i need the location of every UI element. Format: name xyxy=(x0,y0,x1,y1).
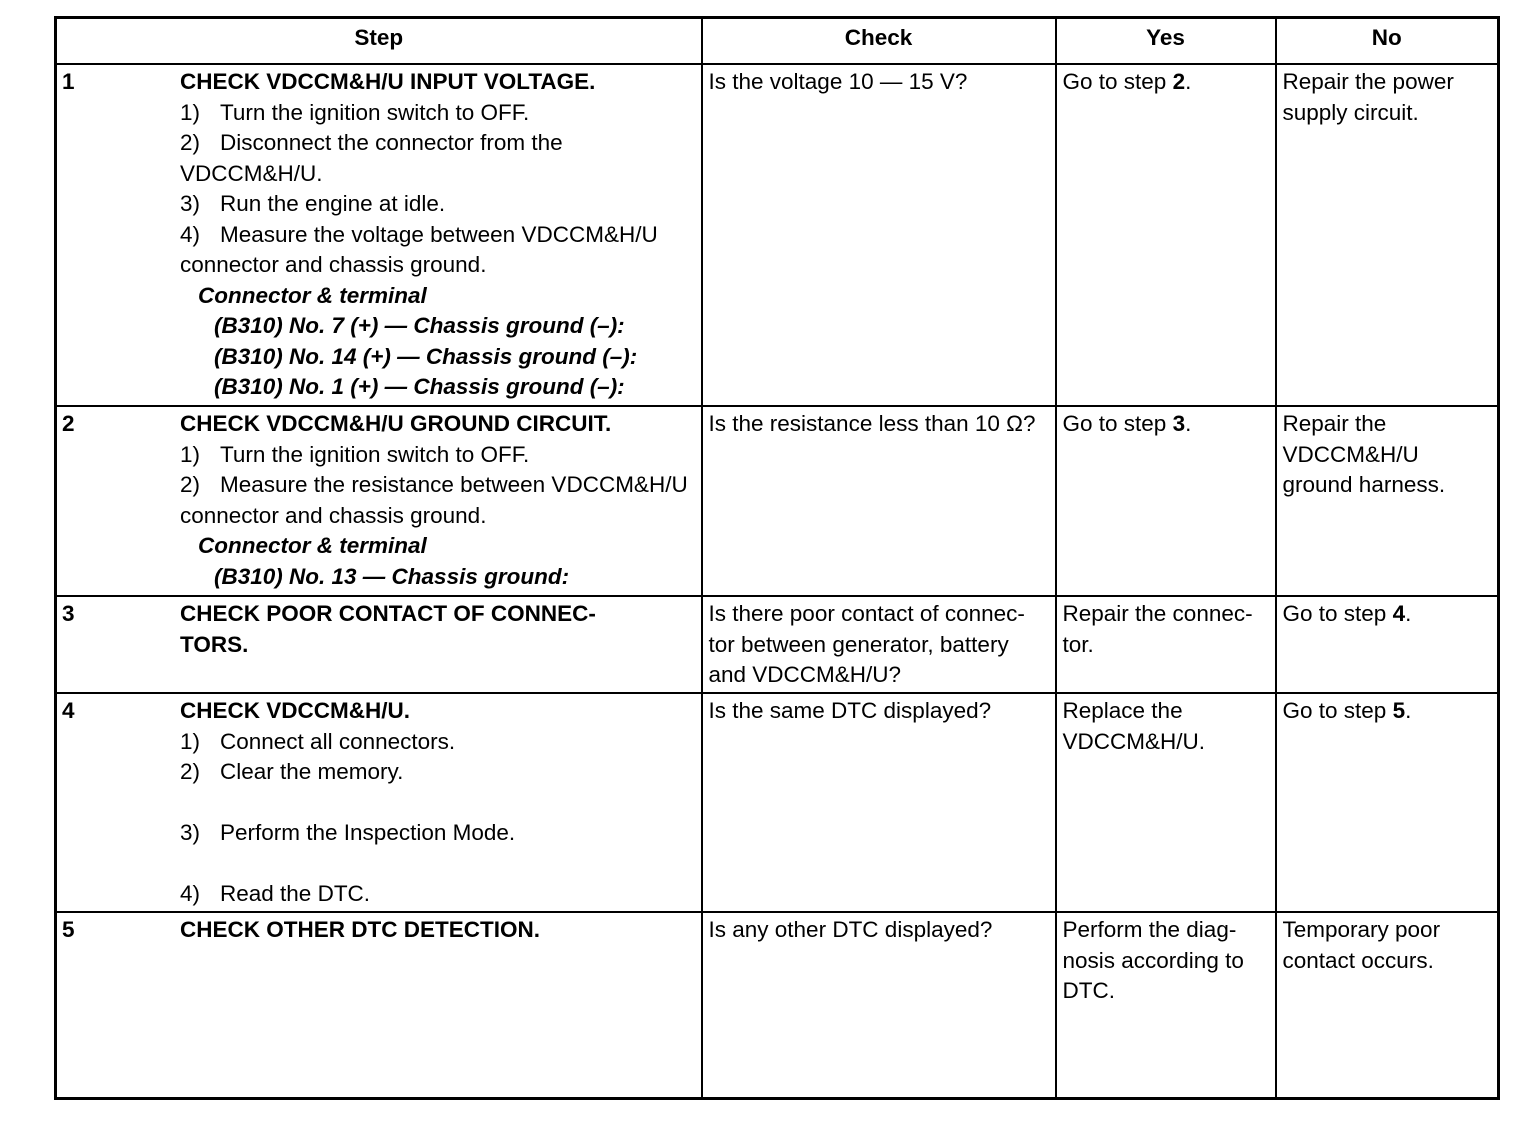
substep-text: Disconnect the connector from the VDCCM&H/U. xyxy=(180,130,563,186)
substep xyxy=(180,818,697,849)
connector-heading: Connector & terminal xyxy=(198,282,427,308)
substep-text: Run the engine at idle. xyxy=(220,191,446,216)
step-cell xyxy=(56,596,702,693)
substep-number: 2) xyxy=(180,472,201,497)
no-step-ref: 5 xyxy=(1392,698,1406,723)
step-title: CHECK POOR CONTACT OF CONNEC-TORS. xyxy=(180,601,596,657)
check-cell: Is the voltage 10 — 15 V? xyxy=(702,64,1056,406)
step-cell xyxy=(56,912,702,1098)
yes-text: Go to step xyxy=(1062,411,1173,436)
yes-step-ref: 3 xyxy=(1172,411,1186,436)
step-number: 4 xyxy=(62,698,75,723)
no-text-end: . xyxy=(1405,698,1412,723)
yes-cell: Repair the connec-tor. xyxy=(1056,596,1276,693)
table-row xyxy=(56,693,1499,912)
header-no: No xyxy=(1276,18,1499,65)
step-number: 1 xyxy=(62,69,75,94)
substep xyxy=(180,727,697,758)
table-row xyxy=(56,912,1499,1098)
substep-text: Perform the Inspection Mode. xyxy=(220,820,516,845)
no-text-end: . xyxy=(1405,601,1412,626)
no-cell xyxy=(1276,596,1499,693)
no-cell: Temporary poor contact occurs. xyxy=(1276,912,1499,1098)
connector-heading: Connector & terminal xyxy=(198,533,427,558)
substep xyxy=(180,879,697,910)
spacer xyxy=(180,788,697,819)
yes-cell: Replace the VDCCM&H/U. xyxy=(1056,693,1276,912)
substep-number: 4) xyxy=(180,881,201,906)
substep-number: 1) xyxy=(180,99,201,125)
substep-text: Read the DTC. xyxy=(220,881,371,906)
yes-cell xyxy=(1056,406,1276,596)
substep-text: Measure the resistance between VDCCM&H/U connector and chassis ground. xyxy=(180,472,688,528)
substep-number: 2) xyxy=(180,759,201,784)
substep xyxy=(180,470,697,531)
connector-terminal-line: (B310) No. 7 (+) — Chassis ground (–): xyxy=(214,313,625,338)
table-row xyxy=(56,596,1499,693)
yes-text-end: . xyxy=(1185,69,1192,94)
yes-step-ref: 2 xyxy=(1172,69,1186,94)
header-row xyxy=(56,18,1499,65)
step-cell xyxy=(56,406,702,596)
step-number: 3 xyxy=(62,601,75,626)
no-step-ref: 4 xyxy=(1392,601,1406,626)
step-number: 2 xyxy=(62,411,75,436)
header-yes: Yes xyxy=(1056,18,1276,65)
connector-terminal-line: (B310) No. 14 (+) — Chassis ground (–): xyxy=(214,343,638,369)
check-cell: Is the resistance less than 10 Ω? xyxy=(702,406,1056,596)
table-row xyxy=(56,64,1499,406)
substep xyxy=(180,757,697,788)
yes-text: Go to step xyxy=(1062,69,1173,94)
no-cell xyxy=(1276,693,1499,912)
no-text: Go to step xyxy=(1282,601,1393,626)
step-title: CHECK VDCCM&H/U GROUND CIRCUIT. xyxy=(180,411,612,436)
spacer xyxy=(180,849,697,880)
substep xyxy=(180,440,697,471)
table-row xyxy=(56,406,1499,596)
step-title: CHECK VDCCM&H/U INPUT VOLTAGE. xyxy=(180,69,596,94)
substep-text: Turn the ignition switch to OFF. xyxy=(220,441,530,467)
substep-text: Clear the memory. xyxy=(220,759,404,784)
yes-text-end: . xyxy=(1185,411,1192,436)
diagnostic-table xyxy=(54,16,1500,1100)
step-cell xyxy=(56,64,702,406)
yes-cell: Perform the diag-nosis according to DTC. xyxy=(1056,912,1276,1098)
step-title: CHECK OTHER DTC DETECTION. xyxy=(180,917,540,942)
header-check: Check xyxy=(702,18,1056,65)
substep-text: Connect all connectors. xyxy=(220,728,456,754)
yes-cell xyxy=(1056,64,1276,406)
substep-number: 3) xyxy=(180,191,201,216)
substep xyxy=(180,189,697,220)
substep-number: 4) xyxy=(180,221,201,247)
substep-number: 1) xyxy=(180,728,201,754)
check-cell: Is any other DTC displayed? xyxy=(702,912,1056,1098)
substep xyxy=(180,128,697,189)
substep-text: Turn the ignition switch to OFF. xyxy=(220,99,530,125)
substep-number: 2) xyxy=(180,130,201,155)
header-step: Step xyxy=(56,18,702,65)
step-number: 5 xyxy=(62,917,75,942)
connector-terminal-line: (B310) No. 1 (+) — Chassis ground (–): xyxy=(214,374,625,399)
no-cell: Repair the VDCCM&H/U ground harness. xyxy=(1276,406,1499,596)
substep-text: Measure the voltage between VDCCM&H/U connector and chassis ground. xyxy=(180,221,658,277)
substep-number: 1) xyxy=(180,441,201,467)
no-text: Go to step xyxy=(1282,698,1393,723)
substep xyxy=(180,220,697,281)
substep xyxy=(180,98,697,129)
step-title: CHECK VDCCM&H/U. xyxy=(180,698,410,723)
no-cell: Repair the power supply circuit. xyxy=(1276,64,1499,406)
step-cell xyxy=(56,693,702,912)
check-cell: Is there poor contact of connec-tor between generator, battery and VDCCM&H/U? xyxy=(702,596,1056,693)
check-cell: Is the same DTC displayed? xyxy=(702,693,1056,912)
connector-terminal-line: (B310) No. 13 — Chassis ground: xyxy=(214,563,570,589)
substep-number: 3) xyxy=(180,820,201,845)
